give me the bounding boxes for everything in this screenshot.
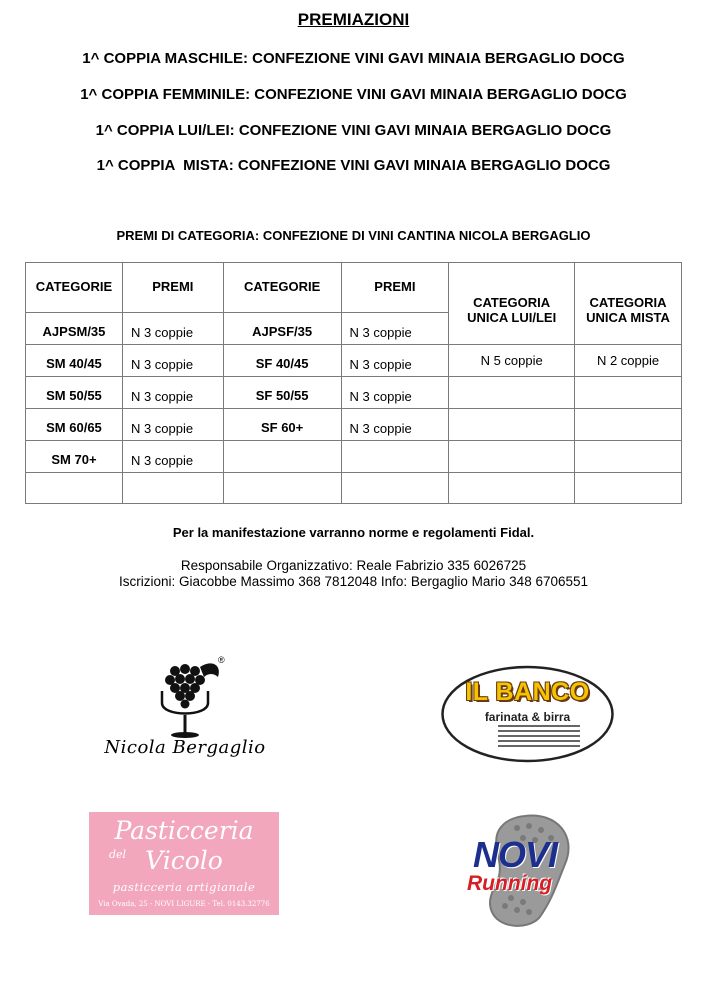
table-cell-empty (449, 377, 575, 409)
pasticceria-del: del (109, 848, 127, 861)
novi-wordmark: NOVI (473, 834, 558, 875)
table-cell-empty (449, 441, 575, 473)
table-cell-empty (575, 377, 682, 409)
table-header-cell: CATEGORIA UNICA MISTA (575, 263, 682, 345)
table-cell-category: SF 50/55 (223, 377, 341, 409)
table-cell-category: SM 60/65 (26, 409, 123, 441)
table-cell-category: SM 40/45 (26, 345, 123, 377)
table-header-row (26, 263, 682, 313)
prize-line-male: 1^ COPPIA MASCHILE: CONFEZIONE VINI GAVI MINAIA BERGAGLIO DOCG (82, 50, 625, 67)
il-banco-tagline: farinata & birra (484, 710, 571, 724)
pasticceria-address: Via Ovada, 25 - NOVI LIGURE - Tel. 0143.32776 (98, 900, 270, 908)
table-header-cell: CATEGORIE (26, 263, 123, 313)
contact-registration: Iscrizioni: Giacobbe Massimo 368 7812048 Info: Bergaglio Mario 348 6706551 (118, 574, 589, 589)
table-cell-prize: N 3 coppie (341, 377, 449, 409)
table-cell-category: SM 70+ (26, 441, 123, 473)
table-cell-empty (449, 473, 575, 504)
table-header-cell: PREMI (341, 263, 449, 313)
il-banco-logo (440, 664, 615, 764)
table-header-cell: PREMI (122, 263, 223, 313)
table-cell-prize: N 3 coppie (122, 441, 223, 473)
prize-line-mixed: 1^ COPPIA MISTA: CONFEZIONE VINI GAVI MINAIA BERGAGLIO DOCG (96, 157, 611, 174)
category-prizes-table (25, 262, 682, 504)
table-cell-prize: N 3 coppie (122, 345, 223, 377)
table-header-cell: CATEGORIA UNICA LUI/LEI (449, 263, 575, 345)
table-cell-empty (341, 473, 449, 504)
table-row (26, 345, 682, 377)
nicola-bergaglio-wordmark: Nicola Bergaglio (104, 737, 266, 758)
registered-mark: ® (218, 655, 225, 665)
nicola-bergaglio-logo (100, 655, 270, 775)
table-cell-unica-luilei: N 5 coppie (449, 345, 575, 377)
table-cell-empty (575, 441, 682, 473)
table-row (26, 377, 682, 409)
page-title: PREMIAZIONI (297, 10, 410, 29)
prize-line-female: 1^ COPPIA FEMMINILE: CONFEZIONE VINI GAVI MINAIA BERGAGLIO DOCG (80, 86, 627, 103)
table-cell-empty (223, 441, 341, 473)
table-cell-empty (575, 409, 682, 441)
table-cell-category: AJPSF/35 (223, 313, 341, 345)
table-cell-category: SF 40/45 (223, 345, 341, 377)
rules-note: Per la manifestazione varranno norme e regolamenti Fidal. (172, 525, 535, 540)
table-cell-prize: N 3 coppie (122, 409, 223, 441)
il-banco-wordmark: IL BANCO (465, 678, 590, 706)
table-cell-prize: N 3 coppie (122, 313, 223, 345)
table-cell-empty (223, 473, 341, 504)
table-cell-empty (575, 473, 682, 504)
table-cell-empty (122, 473, 223, 504)
pasticceria-title: Pasticceria (114, 816, 254, 845)
table-cell-prize: N 3 coppie (341, 313, 449, 345)
prize-line-luilei: 1^ COPPIA LUI/LEI: CONFEZIONE VINI GAVI MINAIA BERGAGLIO DOCG (95, 122, 612, 139)
table-cell-unica-mista: N 2 coppie (575, 345, 682, 377)
table-cell-prize: N 3 coppie (122, 377, 223, 409)
table-cell-empty (449, 409, 575, 441)
contact-organizer: Responsabile Organizzativo: Reale Fabrizio 335 6026725 (180, 558, 527, 573)
table-cell-empty (341, 441, 449, 473)
table-cell-prize: N 3 coppie (341, 409, 449, 441)
pasticceria-vicolo: Vicolo (145, 846, 223, 875)
table-cell-category: SM 50/55 (26, 377, 123, 409)
table-header-cell: CATEGORIE (223, 263, 341, 313)
table-row (26, 409, 682, 441)
running-wordmark: Running (467, 872, 553, 895)
table-cell-category: SF 60+ (223, 409, 341, 441)
table-cell-category: AJPSM/35 (26, 313, 123, 345)
novi-running-logo (465, 810, 590, 930)
category-prizes-heading: PREMI DI CATEGORIA: CONFEZIONE DI VINI CANTINA NICOLA BERGAGLIO (116, 228, 591, 243)
table-cell-empty (26, 473, 123, 504)
table-cell-prize: N 3 coppie (341, 345, 449, 377)
pasticceria-logo (89, 812, 279, 915)
table-row (26, 441, 682, 473)
pasticceria-subtitle: pasticceria artigianale (112, 880, 256, 894)
table-row (26, 473, 682, 504)
